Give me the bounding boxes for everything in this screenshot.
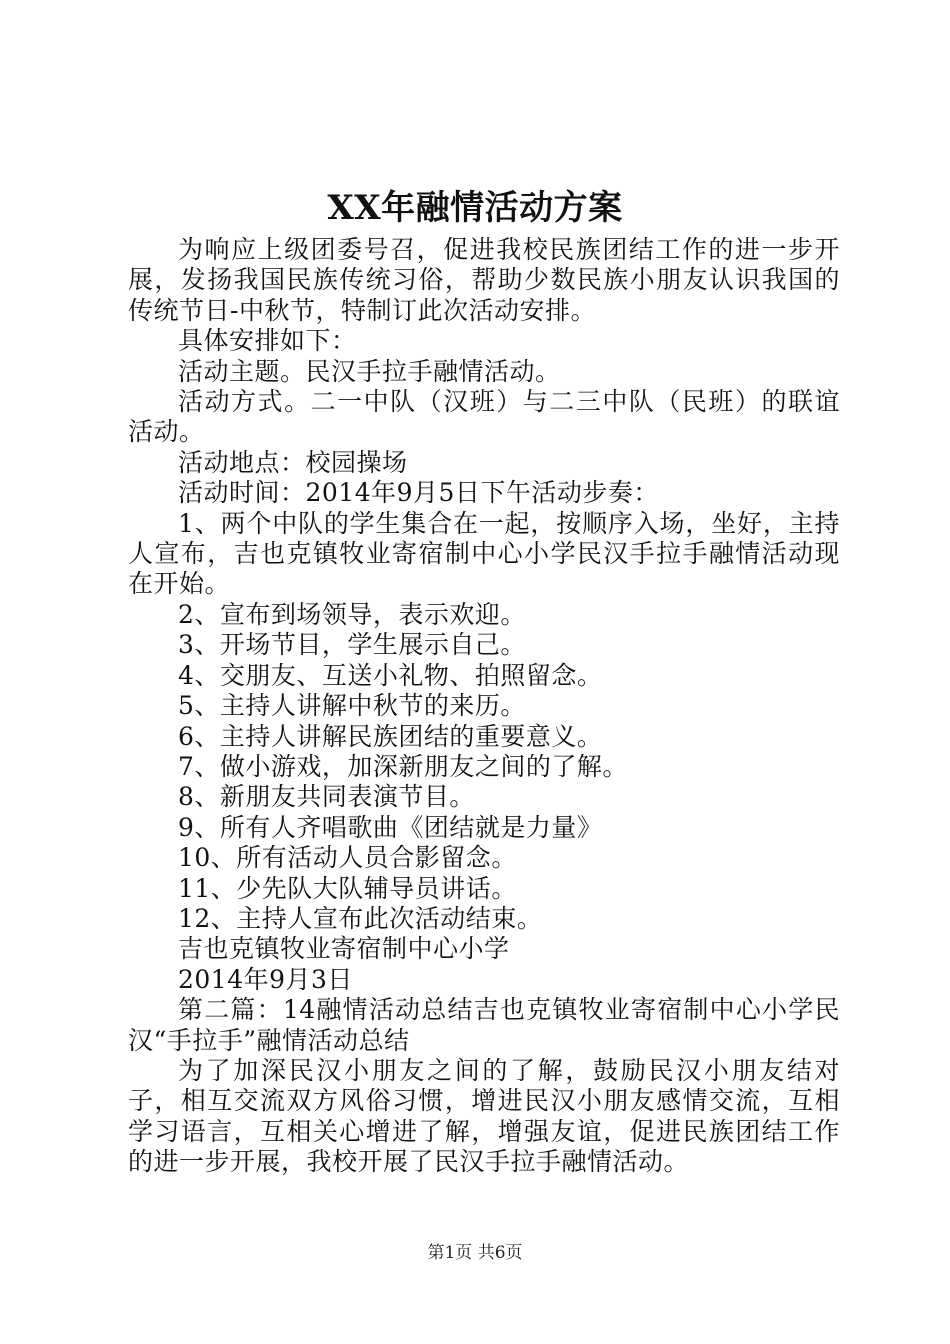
document-title: XX年融情活动方案 [327,188,623,228]
document-body [128,235,840,1178]
paragraph: 为了加深民汉小朋友之间的了解，鼓励民汉小朋友结对子，相互交流双方风俗习惯，增进民汉小朋友感情交流，互相学习语言，互相关心增进了解，增强友谊，促进民族团结工作的进一步开展，我校开展了民汉手拉手融情活动。 [128,1055,840,1177]
list-item: 8、新朋友共同表演节目。 [178,782,475,812]
list-item: 5、主持人讲解中秋节的来历。 [178,691,526,721]
signature-date: 2014年9月3日 [178,964,353,994]
list-item: 11、少先队大队辅导员讲话。 [178,873,517,903]
list-item: 3、开场节目，学生展示自己。 [178,630,526,660]
list-item: 7、做小游戏，加深新朋友之间的了解。 [178,751,628,781]
list-item: 9、所有人齐唱歌曲《团结就是力量》 [178,812,603,842]
list-item: 10、所有活动人员合影留念。 [178,843,517,873]
section-heading: 第二篇：14融情活动总结吉也克镇牧业寄宿制中心小学民汉“手拉手”融情活动总结 [128,995,840,1055]
signature-school: 吉也克镇牧业寄宿制中心小学 [178,934,510,964]
paragraph: 活动方式。二一中队（汉班）与二三中队（民班）的联谊活动。 [128,387,840,447]
paragraph: 活动时间：2014年9月5日下午活动步奏： [178,478,659,508]
paragraph: 活动地点：校园操场 [178,447,408,477]
list-item: 12、主持人宣布此次活动结束。 [178,903,543,933]
list-item: 2、宣布到场领导，表示欢迎。 [178,599,526,629]
page-number: 第1页 共6页 [427,1243,523,1263]
paragraph: 为响应上级团委号召，促进我校民族团结工作的进一步开展，发扬我国民族传统习俗，帮助少数民族小朋友认识我国的传统节日-中秋节，特制订此次活动安排。 [128,235,840,325]
paragraph: 具体安排如下： [178,326,357,356]
list-item: 4、交朋友、互送小礼物、拍照留念。 [178,660,603,690]
list-item: 1、两个中队的学生集合在一起，按顺序入场，坐好，主持人宣布，吉也克镇牧业寄宿制中心小学民汉手拉手融情活动现在开始。 [128,508,840,599]
list-item: 6、主持人讲解民族团结的重要意义。 [178,721,603,751]
paragraph: 活动主题。民汉手拉手融情活动。 [178,356,561,386]
